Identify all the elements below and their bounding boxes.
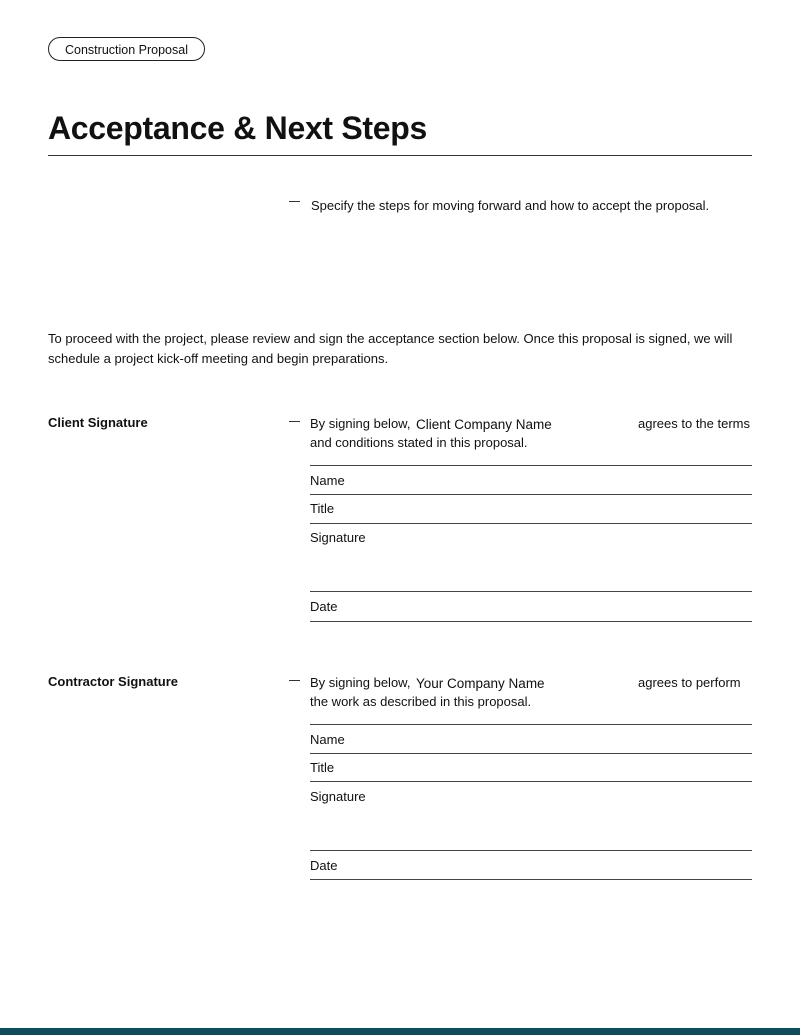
client-statement-lead: By signing below, bbox=[310, 416, 411, 431]
contractor-signature-field[interactable]: Signature bbox=[310, 789, 366, 804]
divider bbox=[310, 465, 752, 466]
document-type-badge: Construction Proposal bbox=[48, 37, 205, 61]
client-name-field[interactable]: Name bbox=[310, 473, 345, 488]
client-statement-line2: and conditions stated in this proposal. bbox=[310, 435, 528, 450]
divider bbox=[310, 494, 752, 495]
contractor-statement-lead: By signing below, bbox=[310, 675, 411, 690]
client-date-field[interactable]: Date bbox=[310, 599, 338, 614]
divider bbox=[310, 850, 752, 851]
divider bbox=[310, 591, 752, 592]
contractor-statement-line2: the work as described in this proposal. bbox=[310, 694, 532, 709]
client-company-name-field[interactable]: Client Company Name bbox=[416, 417, 552, 432]
divider bbox=[310, 879, 752, 880]
title-divider bbox=[48, 155, 752, 156]
dash-marker bbox=[289, 421, 300, 422]
client-title-field[interactable]: Title bbox=[310, 501, 335, 516]
dash-marker bbox=[289, 680, 300, 681]
contractor-title-field[interactable]: Title bbox=[310, 760, 335, 775]
page-title: Acceptance & Next Steps bbox=[48, 110, 428, 146]
divider bbox=[310, 781, 752, 782]
dash-marker bbox=[289, 201, 300, 202]
divider bbox=[310, 523, 752, 524]
divider bbox=[310, 621, 752, 622]
contractor-name-field[interactable]: Name bbox=[310, 732, 345, 747]
contractor-statement-tail: agrees to perform bbox=[638, 675, 741, 690]
client-statement-tail: agrees to the terms bbox=[638, 416, 750, 431]
instruction-text: Specify the steps for moving forward and how to accept the proposal. bbox=[311, 198, 710, 213]
contractor-date-field[interactable]: Date bbox=[310, 858, 338, 873]
intro-paragraph: To proceed with the project, please review and sign the acceptance section below. Once this proposal is signed, we will schedule a project kick-off meeting and begin preparations. bbox=[48, 331, 733, 366]
footer-accent-bar bbox=[0, 1028, 800, 1035]
contractor-signature-heading: Contractor Signature bbox=[48, 674, 179, 689]
contractor-company-name-field[interactable]: Your Company Name bbox=[416, 676, 545, 691]
client-signature-heading: Client Signature bbox=[48, 415, 148, 430]
divider bbox=[310, 753, 752, 754]
client-signature-field[interactable]: Signature bbox=[310, 530, 366, 545]
divider bbox=[310, 724, 752, 725]
